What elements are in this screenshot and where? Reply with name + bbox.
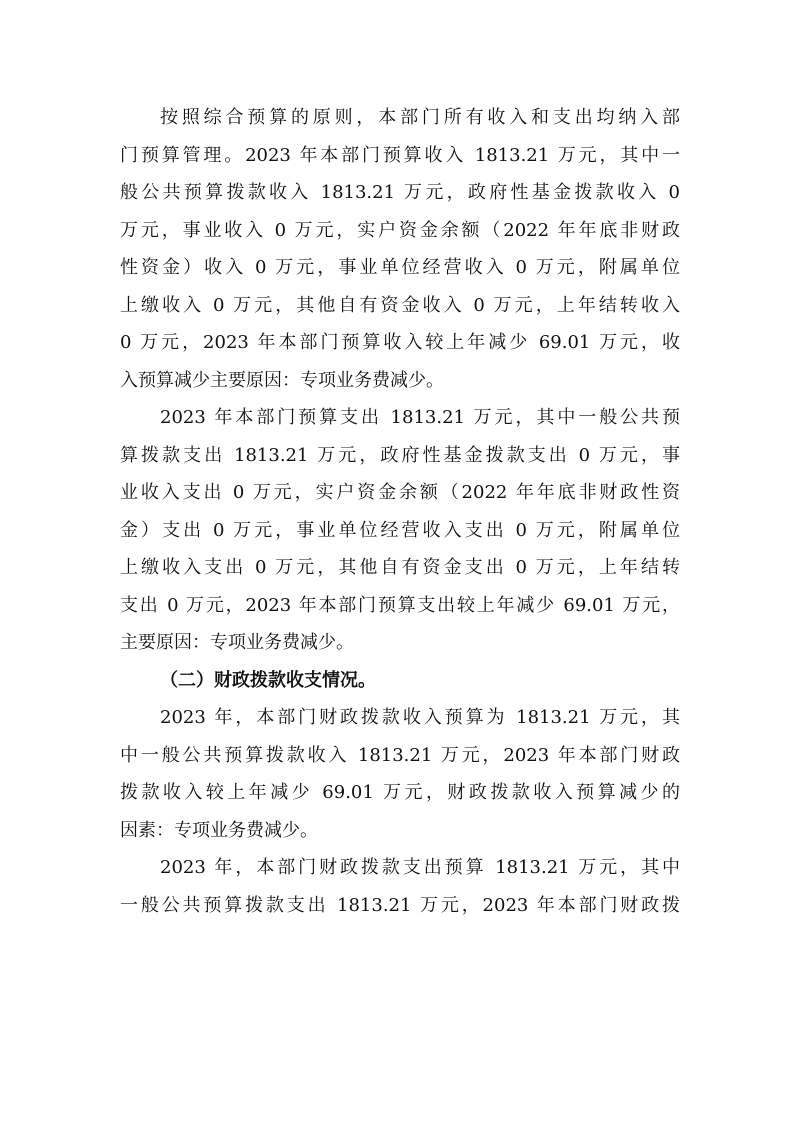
text-line: 0 万元，2023 年本部门预算收入较上年减少 69.01 万元，收 (120, 332, 680, 353)
text-line: 因素：专项业务费减少。 (120, 819, 318, 841)
paragraph-fiscal-expenditure (120, 849, 680, 924)
paragraph-budget-expenditure (120, 399, 680, 662)
text-line: 一般公共预算拨款支出 1813.21 万元，2023 年本部门财政拨 (120, 894, 680, 916)
paragraph-fiscal-revenue (120, 699, 680, 849)
text-line: 般公共预算拨款收入 1813.21 万元，政府性基金拨款收入 0 (120, 182, 680, 203)
text-line: 支出 0 万元，2023 年本部门预算支出较上年减少 69.01 万元， (120, 594, 680, 616)
text-line: 算拨款支出 1813.21 万元，政府性基金拨款支出 0 万元，事 (120, 444, 680, 466)
section-heading: （二）财政拨款收支情况。 (160, 669, 376, 691)
paragraph-budget-revenue (120, 99, 680, 399)
document-body (120, 99, 680, 924)
text-line: 业收入支出 0 万元，实户资金余额（2022 年年底非财政性资 (120, 482, 680, 503)
text-line: 拨款收入较上年减少 69.01 万元，财政拨款收入预算减少的 (120, 782, 680, 803)
text-line: 门预算管理。2023 年本部门预算收入 1813.21 万元，其中一 (120, 144, 680, 166)
text-line: 中一般公共预算拨款收入 1813.21 万元，2023 年本部门财政 (120, 744, 680, 766)
text-line: 上缴收入支出 0 万元，其他自有资金支出 0 万元，上年结转 (120, 557, 680, 578)
text-line: 2023 年，本部门财政拨款收入预算为 1813.21 万元，其 (160, 707, 680, 728)
text-line: 入预算减少主要原因：专项业务费减少。 (120, 369, 444, 391)
text-line: 按照综合预算的原则，本部门所有收入和支出均纳入部 (160, 107, 680, 128)
text-line: 万元，事业收入 0 万元，实户资金余额（2022 年年底非财政 (120, 219, 680, 241)
text-line: 金）支出 0 万元，事业单位经营收入支出 0 万元，附属单位 (120, 519, 680, 541)
text-line: 上缴收入 0 万元，其他自有资金收入 0 万元，上年结转收入 (120, 294, 680, 316)
text-line: 2023 年本部门预算支出 1813.21 万元，其中一般公共预 (160, 407, 680, 428)
text-line: 主要原因：专项业务费减少。 (120, 632, 354, 653)
text-line: 2023 年，本部门财政拨款支出预算 1813.21 万元，其中 (160, 857, 680, 878)
text-line: 性资金）收入 0 万元，事业单位经营收入 0 万元，附属单位 (120, 257, 680, 278)
